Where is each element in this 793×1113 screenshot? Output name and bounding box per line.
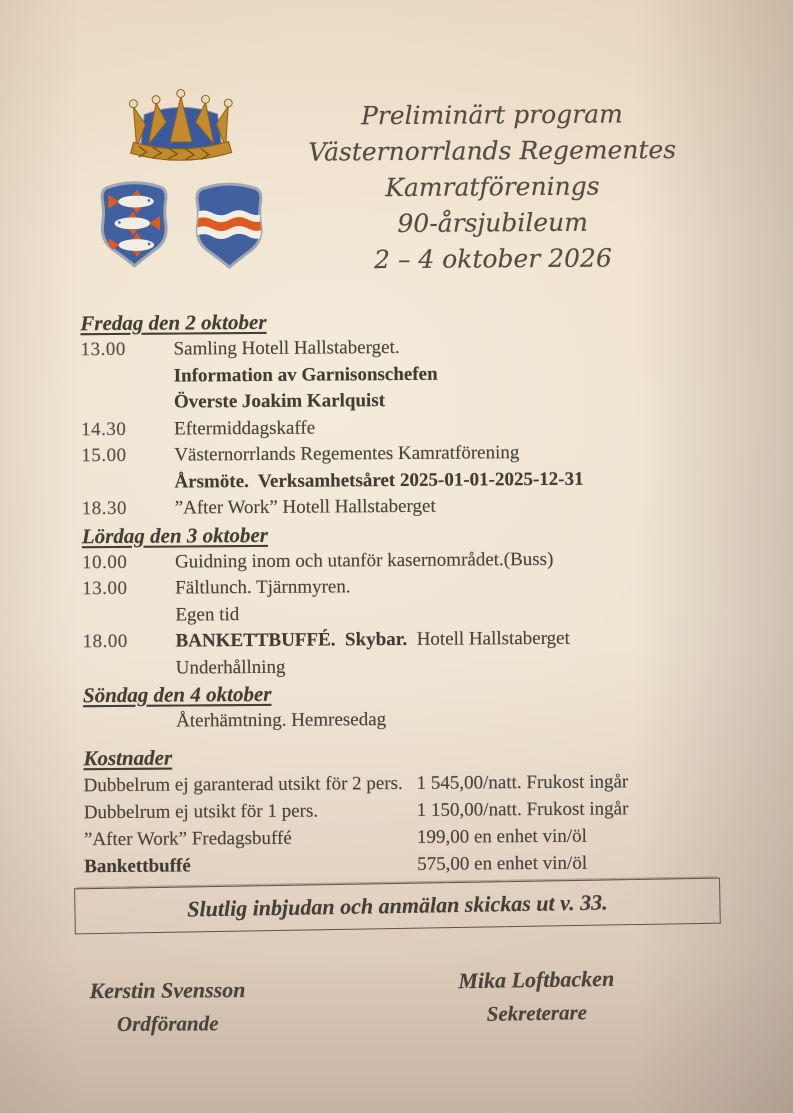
program-schedule <box>80 306 724 880</box>
signature-name: Mika Loftbacken <box>458 965 615 994</box>
title-line-dates: 2 – 4 oktober 2026 <box>373 243 612 275</box>
signature-role: Ordförande <box>116 1011 219 1036</box>
cost-price: 575,00 en enhet vin/öl <box>417 852 588 875</box>
title-line-regiment: Västernorrlands Regementes <box>308 135 677 167</box>
event-text: Egen tid <box>175 603 240 626</box>
schedule-row <box>83 705 723 736</box>
event-text: Samling Hotell Hallstaberget. <box>173 336 400 360</box>
time-cell <box>83 655 176 682</box>
time-cell: 13.00 <box>80 338 126 361</box>
crown-icon <box>129 89 232 160</box>
time-cell: 14.30 <box>81 418 127 440</box>
cost-label: Dubbelrum ej garanterad utsikt för 2 pers. <box>83 772 403 796</box>
time-cell: 15.00 <box>81 444 127 467</box>
event-text: Årsmöte. Verksamhetsåret 2025-01-01-2025-12-31 <box>174 468 584 493</box>
cost-row <box>84 848 724 879</box>
signature-chairman <box>75 975 260 1042</box>
costs-list <box>83 767 724 879</box>
fish-shield-icon <box>102 183 167 266</box>
event-text: ”After Work” Hotell Hallstaberget <box>174 495 436 519</box>
event-text: Västernorrlands Regementes Kamratförening <box>174 442 520 466</box>
time-cell: 18.30 <box>81 497 127 520</box>
time-cell <box>81 469 174 496</box>
wavy-shield-icon <box>194 184 266 268</box>
time-cell: 10.00 <box>81 551 128 573</box>
signature-secretary <box>439 964 635 1033</box>
schedule-row <box>83 651 723 682</box>
title-line-jubilee: 90-årsjubileum <box>397 207 588 238</box>
schedule-sections <box>80 306 723 736</box>
event-text: Guidning inom och utanför kasernområdet.(Buss) <box>174 548 554 573</box>
regiment-coat-of-arms <box>97 87 266 270</box>
cost-label: Bankettbuffé <box>84 854 191 877</box>
cost-label: Dubbelrum ej utsikt för 1 pers. <box>83 800 319 823</box>
section-heading: Söndag den 4 oktober <box>82 681 272 708</box>
cost-price: 1 150,00/natt. Frukost ingår <box>416 797 629 821</box>
document-title <box>292 96 693 279</box>
title-line-association: Kamratförenings <box>385 171 600 203</box>
time-cell <box>81 390 174 417</box>
event-text: Återhämtning. Hemresedag <box>176 709 387 732</box>
event-text: BANKETTBUFFÉ. Skybar. Hotell Hallstaberget <box>175 627 570 652</box>
schedule-row <box>82 492 722 523</box>
event-text: Underhållning <box>175 656 286 679</box>
title-line-program: Preliminärt program <box>360 99 623 131</box>
event-text: Information av Garnisonschefen <box>173 363 438 387</box>
signature-role: Sekreterare <box>486 1000 588 1026</box>
time-cell: 13.00 <box>82 577 128 600</box>
section-heading: Lördag den 3 oktober <box>81 522 269 548</box>
time-cell <box>82 602 175 629</box>
cost-price: 199,00 en enhet vin/öl <box>416 825 587 848</box>
event-text: Fältlunch. Tjärnmyren. <box>175 576 351 599</box>
cost-label: ”After Work” Fredagsbuffé <box>83 827 292 850</box>
time-cell <box>81 363 174 390</box>
time-cell: 18.00 <box>82 630 128 653</box>
notice-box <box>74 878 721 935</box>
event-text: Eftermiddagskaffe <box>174 417 316 440</box>
costs-heading: Kostnader <box>83 745 173 770</box>
cost-price: 1 545,00/natt. Frukost ingår <box>416 770 629 794</box>
section-heading: Fredag den 2 oktober <box>80 309 267 336</box>
signature-name: Kerstin Svensson <box>89 977 246 1004</box>
event-text: Överste Joakim Karlquist <box>173 390 386 413</box>
time-cell <box>83 709 176 736</box>
notice-text: Slutlig inbjudan och anmälan skickas ut v. 33. <box>187 889 608 922</box>
